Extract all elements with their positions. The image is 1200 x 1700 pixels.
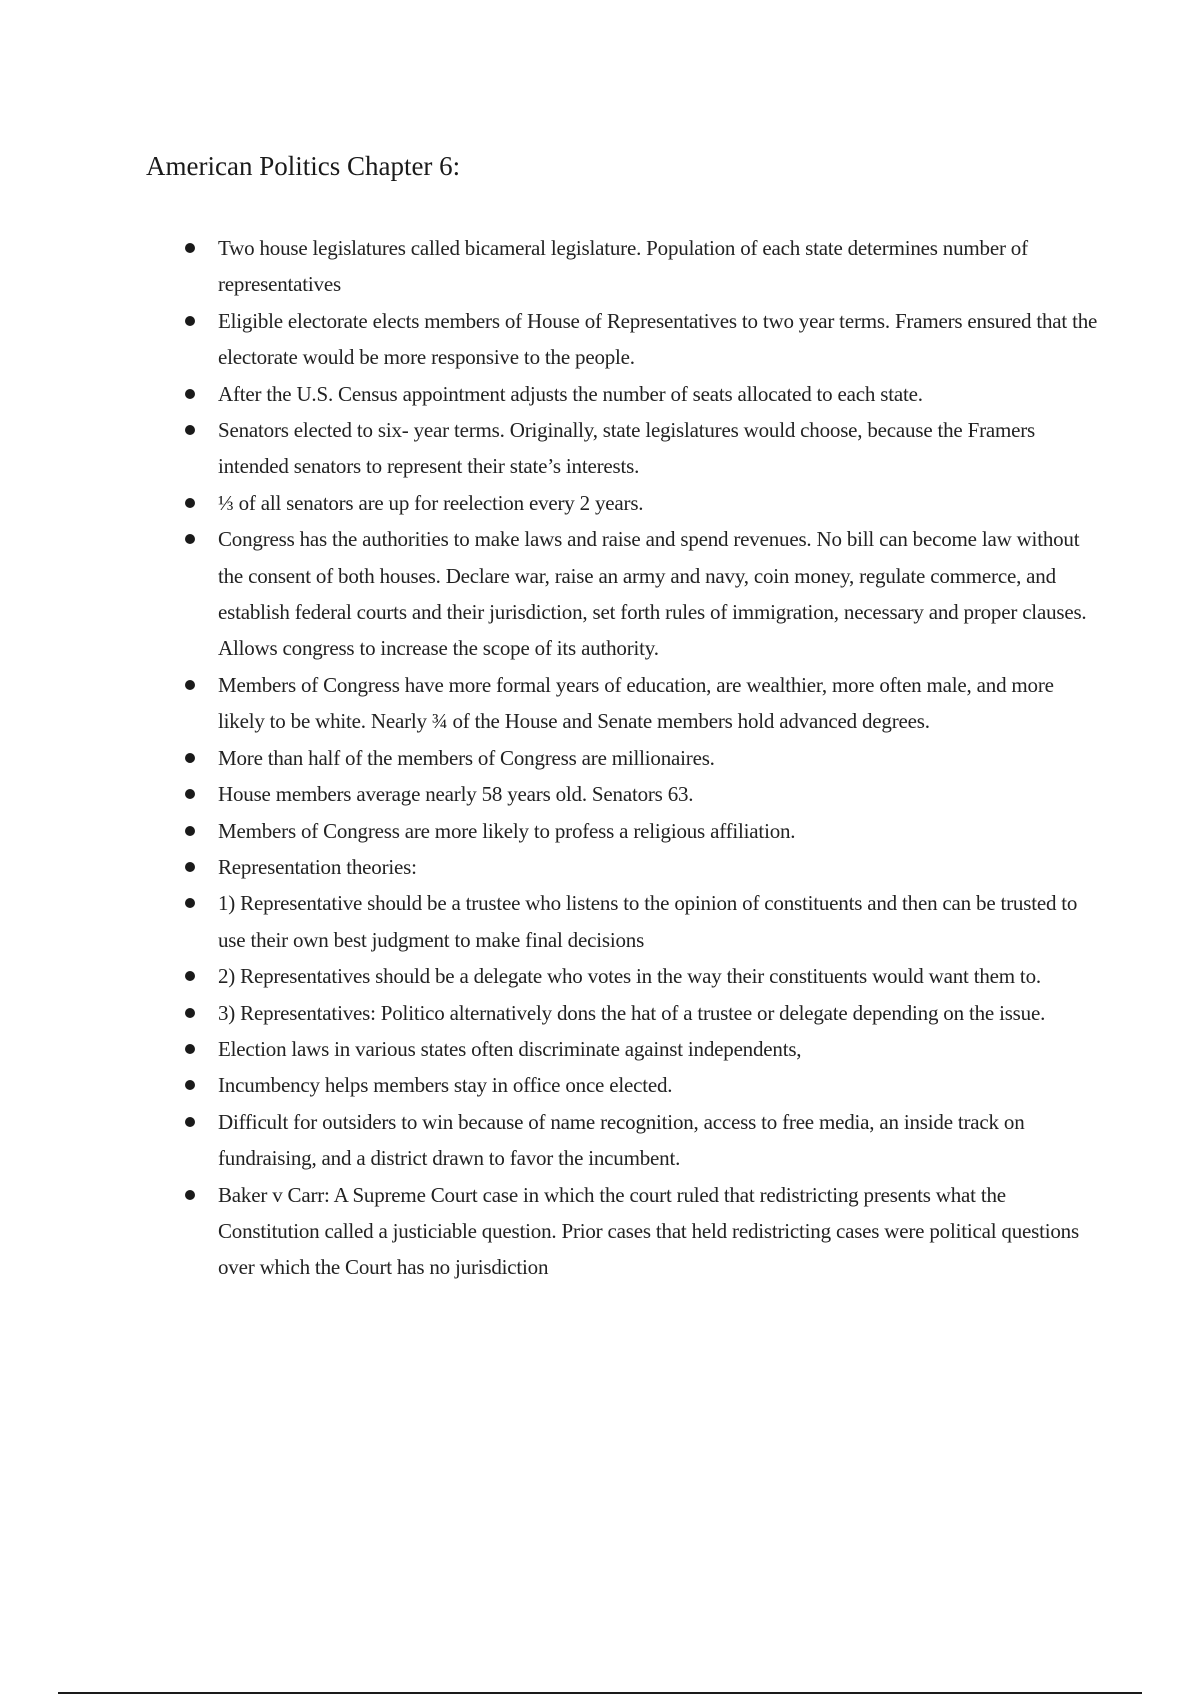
list-item <box>218 230 1098 303</box>
bullet-icon <box>185 425 195 435</box>
bullet-icon <box>185 753 195 763</box>
list-item-text: Eligible electorate elects members of House of Representatives to two year terms. Framers ensured that the electorate would be more responsive to the people. <box>218 308 1098 370</box>
list-item <box>218 885 1098 958</box>
bullet-icon <box>185 498 195 508</box>
bullet-icon <box>185 1080 195 1090</box>
list-item-text: Baker v Carr: A Supreme Court case in which the court ruled that redistricting presents what the Constitution called a justiciable question. Prior cases that held redistricting cases were political questions over which the Court has no jurisdiction <box>218 1182 1079 1280</box>
list-item-text: More than half of the members of Congress are millionaires. <box>218 745 715 770</box>
list-item <box>218 485 1098 521</box>
list-item <box>218 667 1098 740</box>
bullet-icon <box>185 1044 195 1054</box>
list-item-text: 1) Representative should be a trustee who listens to the opinion of constituents and then can be trusted to use their own best judgment to make final decisions <box>218 891 1078 952</box>
list-item <box>218 412 1098 485</box>
bullet-icon <box>185 1008 195 1018</box>
bullet-icon <box>185 534 195 544</box>
list-item-text: Senators elected to six- year terms. Originally, state legislatures would choose, because the Framers intended senators to represent their state’s interests. <box>218 418 1036 479</box>
list-item <box>218 995 1098 1031</box>
list-item-text: Difficult for outsiders to win because of name recognition, access to free media, an inside track on fundraising, and a district drawn to favor the incumbent. <box>218 1109 1025 1171</box>
list-item-text: Two house legislatures called bicameral legislature. Population of each state determines number of representatives <box>218 236 1028 297</box>
list-item <box>218 813 1098 849</box>
list-item <box>218 958 1098 994</box>
list-item-text: 2) Representatives should be a delegate who votes in the way their constituents would want them to. <box>218 964 1041 989</box>
bullet-icon <box>185 1190 195 1200</box>
list-item <box>218 1104 1098 1177</box>
bullet-icon <box>185 389 195 399</box>
bullet-icon <box>185 243 195 253</box>
list-item-text: Election laws in various states often discriminate against independents, <box>218 1036 802 1061</box>
bullet-icon <box>185 680 195 690</box>
page-title: American Politics Chapter 6: <box>146 151 461 181</box>
list-item-text: ⅓ of all senators are up for reelection every 2 years. <box>218 490 644 515</box>
list-item <box>218 303 1098 376</box>
bullet-icon <box>185 862 195 872</box>
list-item-text: Members of Congress are more likely to profess a religious affiliation. <box>218 818 796 843</box>
list-item <box>218 1177 1098 1286</box>
list-item <box>218 1067 1098 1103</box>
bullet-icon <box>185 789 195 799</box>
list-item-text: After the U.S. Census appointment adjusts the number of seats allocated to each state. <box>218 381 923 406</box>
list-item <box>218 776 1098 812</box>
list-item-text: Congress has the authorities to make laws and raise and spend revenues. No bill can become law without the consent of both houses. Declare war, raise an army and navy, coin money, regulate commerce, and establish federal courts and their jurisdiction, set forth rules of immigration, necessary and proper clauses. Allows congress to increase the scope of its authority. <box>218 527 1087 661</box>
list-item <box>218 740 1098 776</box>
list-item-text: 3) Representatives: Politico alternatively dons the hat of a trustee or delegate depending on the issue. <box>218 1000 1046 1025</box>
list-item-text: Incumbency helps members stay in office once elected. <box>218 1073 673 1098</box>
list-item-text: Representation theories: <box>218 854 417 879</box>
bullet-icon <box>185 898 195 908</box>
list-item <box>218 521 1098 667</box>
list-item <box>218 1031 1098 1067</box>
list-item <box>218 849 1098 885</box>
bullet-icon <box>185 1117 195 1127</box>
bullet-icon <box>185 826 195 836</box>
list-item-text: House members average nearly 58 years old. Senators 63. <box>218 782 694 807</box>
list-item-text: Members of Congress have more formal years of education, are wealthier, more often male, and more likely to be white. Nearly ¾ of the House and Senate members hold advanced degrees. <box>218 672 1054 734</box>
list-item <box>218 376 1098 412</box>
bullet-icon <box>185 971 195 981</box>
bullet-icon <box>185 316 195 326</box>
bottom-divider <box>58 1692 1142 1694</box>
bullet-list <box>218 230 1098 1286</box>
